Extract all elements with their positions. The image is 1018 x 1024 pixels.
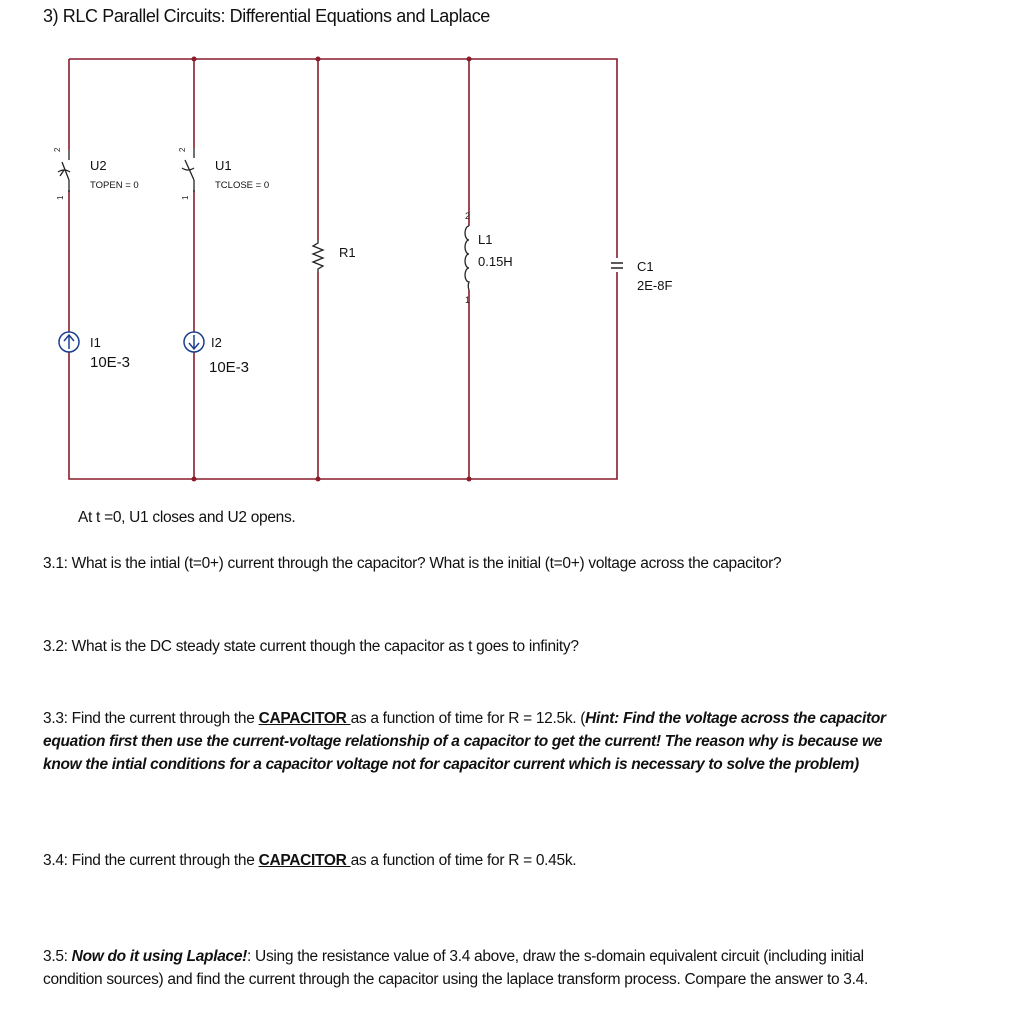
current-source-i1 <box>59 332 79 352</box>
circuit-wires <box>69 59 617 479</box>
u2-pin1: 1 <box>56 195 65 200</box>
current-source-i2 <box>184 332 204 352</box>
i1-value: 10E-3 <box>90 354 131 371</box>
question-3-2: 3.2: What is the DC steady state current though the capacitor as t goes to infinity? <box>43 638 579 655</box>
q33-hint: Hint: Find the voltage across the capacitor equation first then use the current-voltage relationship of a capacitor to get the current! The reason why is because we know the intial conditions for a capacitor voltage not for capacitor current which is necessary to solve the problem) <box>43 710 886 773</box>
q34-emph: CAPACITOR <box>258 852 351 869</box>
q34-pre: 3.4: Find the current through the <box>43 852 259 869</box>
question-3-5 <box>43 945 883 991</box>
q33-pre: 3.3: Find the current through the <box>43 710 259 727</box>
r1-label: R1 <box>339 245 356 260</box>
q35-post: : Using the resistance value of 3.4 above, draw the s-domain equivalent circuit (including initial condition sources) and find the current through the capacitor using the laplace transform process. Compare the answer to 3.4. <box>43 948 868 988</box>
u1-label: U1 <box>215 158 232 173</box>
l1-pin2: 2 <box>465 211 471 221</box>
problem-title: 3) RLC Parallel Circuits: Differential Equations and Laplace <box>43 6 490 26</box>
c1-label: C1 <box>637 259 654 274</box>
i1-label: I1 <box>90 335 101 350</box>
q35-pre: 3.5: <box>43 948 72 965</box>
u1-pin1: 1 <box>181 195 190 200</box>
question-3-4 <box>43 849 903 872</box>
q34-post: as a function of time for R = 0.45k. <box>350 852 577 869</box>
l1-value: 0.15H <box>478 254 513 269</box>
l1-label: L1 <box>478 232 493 247</box>
i2-value: 10E-3 <box>209 359 250 376</box>
i2-label: I2 <box>211 335 222 350</box>
u2-label: U2 <box>90 158 107 173</box>
u1-pin2: 2 <box>178 147 187 152</box>
u1-param: TCLOSE = 0 <box>215 180 270 191</box>
intro-text: At t =0, U1 closes and U2 opens. <box>78 509 296 526</box>
u2-param: TOPEN = 0 <box>90 180 139 191</box>
c1-value: 2E-8F <box>637 278 673 293</box>
junction-dots <box>192 57 472 482</box>
question-3-1: 3.1: What is the intial (t=0+) current through the capacitor? What is the initial (t=0+) voltage across the capacitor? <box>43 555 782 572</box>
q35-emph: Now do it using Laplace! <box>71 948 248 965</box>
q33-emph: CAPACITOR <box>258 710 351 727</box>
l1-pin1: 1 <box>465 295 471 305</box>
question-3-3 <box>43 707 903 776</box>
u2-pin2: 2 <box>53 147 62 152</box>
q33-post: as a function of time for R = 12.5k. ( <box>350 710 586 727</box>
